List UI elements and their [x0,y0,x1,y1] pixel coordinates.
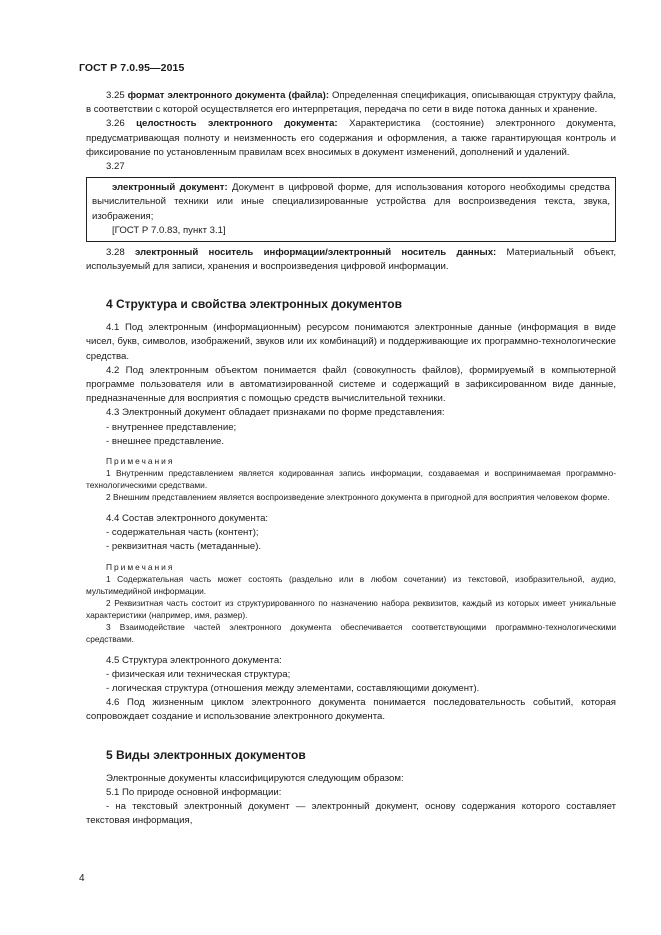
clause-5-1: 5.1 По природе основной информации: [106,786,282,798]
notes-title: Примечания [106,456,175,467]
spacer [86,645,616,654]
definition: Определенная спецификация, описывающая структуру файла, в соответствии с которой осуществляется его интерпретация, передача по сети в виде потока данных и хранение. [86,90,616,116]
clause-4-2: 4.2 Под электронным объектом понимается файл (совокупность файлов), формируемый в компьютерной программе пользователя или в автоматизированной системе и содержащий в зафиксированном виде данные, предназначенные для восприятия с помощью средств вычислительной техники. [86,364,616,405]
note-item: 2 Внешним представлением является воспроизведение электронного документа в пригодной для восприятия человеком форме. [106,492,610,503]
clause-4-4: 4.4 Состав электронного документа: [106,513,269,525]
section-4-heading: 4 Структура и свойства электронных документов [106,297,402,312]
section-5-intro: Электронные документы классифицируются следующим образом: [106,772,404,784]
clause-3-27 [92,181,610,224]
definition: Характеристика (состояние) электронного документа, предусматривающая полноту и неизменность его содержания и оформления, а также гарантирующая контроль и фиксирование по установленным правилам всех вносимых в документ изменений, дополнений и удалений. [86,118,616,158]
clause-number: 3.25 [106,90,128,101]
note-item: 1 Внутренним представлением является кодированная запись информации, создаваемая и воспринимаемая программно-технологическими средствами. [86,468,616,491]
clause-3-27-definition-box [86,177,616,242]
list-item: - внешнее представление. [106,435,225,447]
clause-number: 3.28 [106,246,135,258]
list-item: - содержательная часть (контент); [106,527,259,539]
note-item: 3 Взаимодействие частей электронного документа обеспечивается соответствующими программно-технологическими средствами. [86,621,616,644]
term: электронный документ: [112,182,228,194]
list-item: - внутреннее представление; [106,421,237,433]
clause-4-5: 4.5 Структура электронного документа: [106,654,282,666]
definition: Документ в цифровой форме, для использования которого необходимы средства вычислительной техники или иные специализированные устройства для воспроизведения текста, звука, изображения; [92,182,610,222]
note-item: 1 Содержательная часть может состоять (раздельно или в любом сочетании) из текстовой, изобразительной, аудио, мультимедийной информации. [86,573,616,596]
list-item: - логическая структура (отношения между элементами, составляющими документ). [106,683,480,695]
page-header-standard-number: ГОСТ Р 7.0.95—2015 [79,62,185,74]
term: целостность электронного документа: [136,118,338,130]
list-item: - реквизитная часть (метаданные). [106,541,262,553]
notes-title: Примечания [106,561,175,572]
clause-3-27-number: 3.27 [106,161,125,173]
page-number: 4 [79,873,85,884]
note-item: 2 Реквизитная часть состоит из структурированного по назначению набора реквизитов, каждый из которых имеет уникальные характеристики (например, имя, размер). [86,597,616,620]
term: электронный носитель информации/электронный носитель данных: [134,246,497,258]
spacer [86,503,616,512]
definition: Материальный объект, используемый для записи, хранения и воспроизведения цифровой информации. [86,246,616,273]
clause-4-6: 4.6 Под жизненным циклом электронного документа понимается последовательность событий, которая сопровождает создание и использование электронного документа. [86,697,616,723]
clause-3-25 [86,89,616,117]
page-body [86,89,616,829]
clause-4-1: 4.1 Под электронным (информационным) ресурсом понимаются электронные данные (информация в виде чисел, букв, символов, изображений, звуков или их комбинаций) и поддерживающие их программно-технологические средства. [86,322,616,362]
clause-4-3: 4.3 Электронный документ обладает признаками по форме представления: [106,407,445,419]
clause-3-26 [86,117,616,160]
list-item: - на текстовый электронный документ — электронный документ, основу содержания которого составляет текстовая информация, [86,801,616,827]
list-item: - физическая или техническая структура; [106,668,291,680]
clause-3-28 [86,246,616,274]
term: формат электронного документа (файла): [127,90,330,101]
clause-number: 3.26 [106,118,137,130]
source-reference: [ГОСТ Р 7.0.83, пункт 3.1] [112,224,226,236]
section-5-heading: 5 Виды электронных документов [106,747,306,762]
